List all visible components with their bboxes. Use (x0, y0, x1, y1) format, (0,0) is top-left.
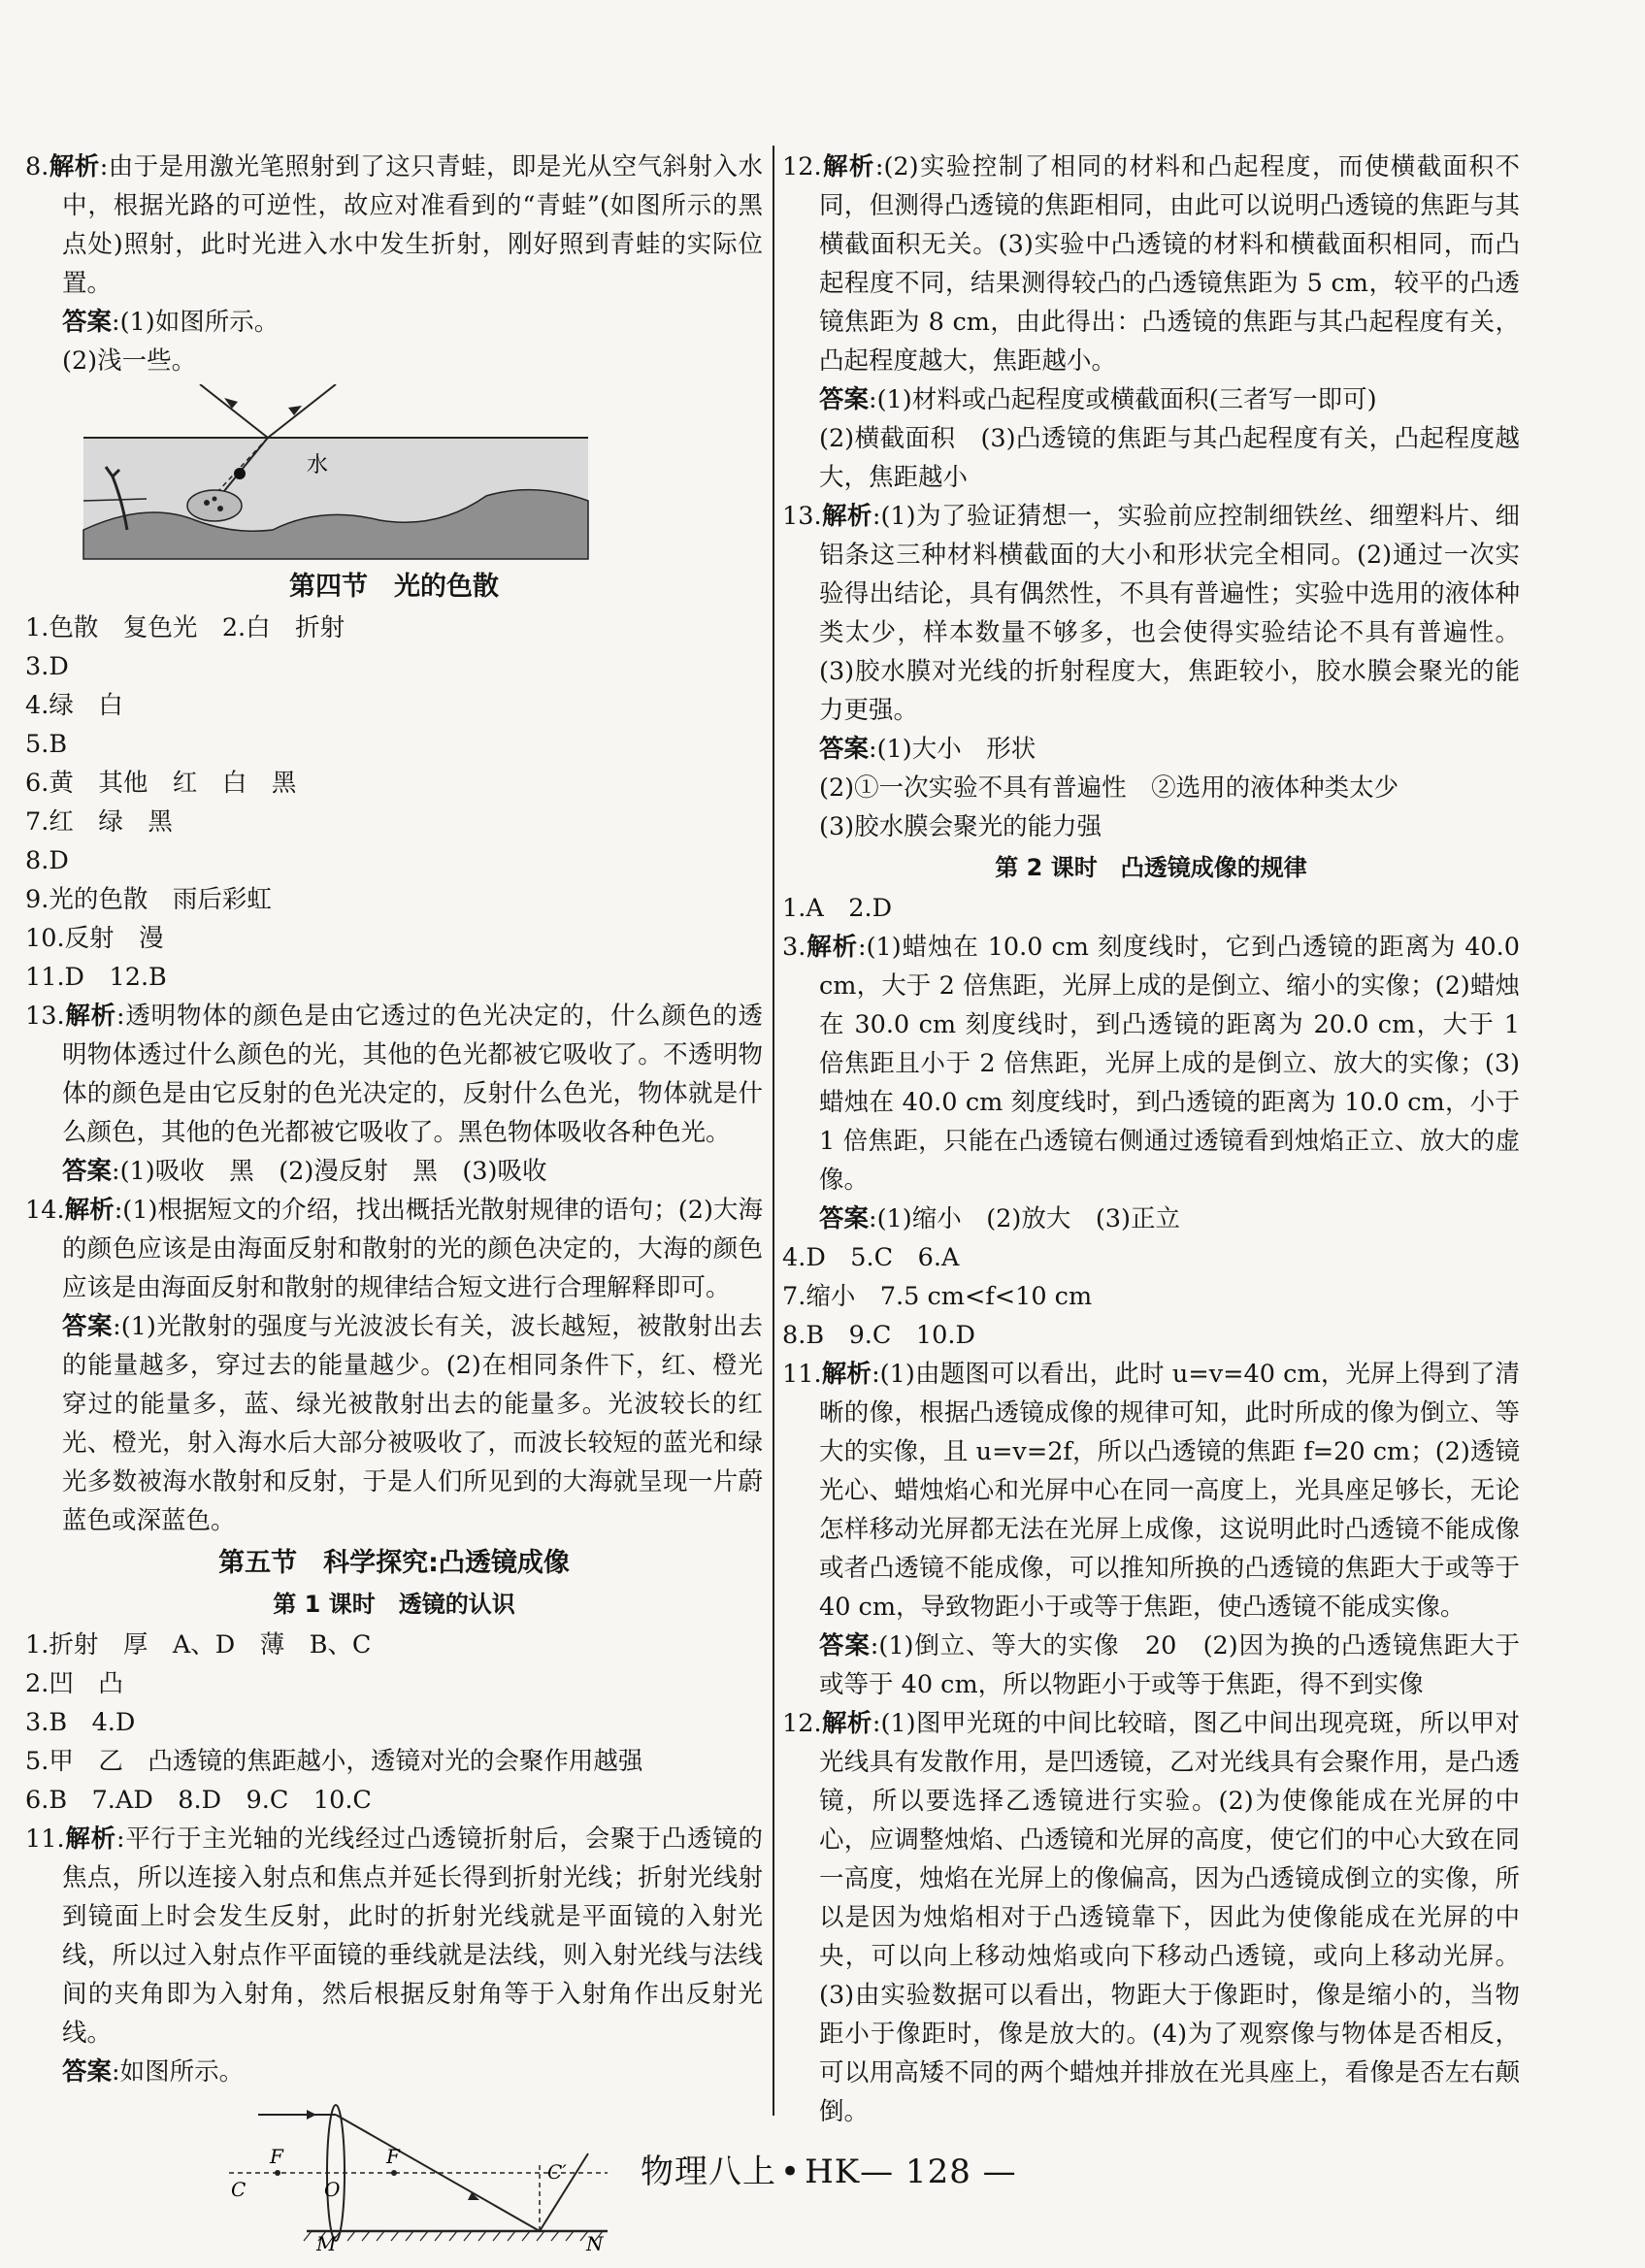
focus-label-left: F (270, 2145, 283, 2168)
left-q13-answer: 答案:(1)吸收 黑 (2)漫反射 黑 (3)吸收 (62, 1157, 547, 1186)
water-label: 水 (307, 453, 329, 477)
right-q13-answer-2: (2)①一次实验不具有普遍性 ②选用的液体种类太少 (819, 773, 1399, 803)
footer-dot: • (780, 2153, 802, 2191)
lesson1-item: 5.甲 乙 凸透镜的焦距越小，透镜对光的会聚作用越强 (25, 1747, 643, 1776)
lens-mirror-diagram (219, 2095, 666, 2251)
focus-label-right: F (386, 2145, 400, 2168)
left-q11-answer: 答案:如图所示。 (62, 2057, 245, 2087)
sec4-item: 3.D (25, 652, 69, 681)
sec4-item: 8.D (25, 846, 69, 875)
right-q11: 11.解析:(1)由题图可以看出，此时 u=v=40 cm，光屏上得到了清晰的像，根据凸透镜成像的规律可知，此时所成的像为倒立、等大的实像，且 u=v=2f，所以凸透镜的焦距 f=20 cm；(2)透镜光心、蜡烛焰心和光屏中心在同一高度上，光具座足够长，无论怎样移动光屏都无法在光屏上成像，这说明此时凸透镜不能成像或者凸透镜不能成像，可以推知所换的凸透镜的焦距大于或等于 40 cm，导致物距小于或等于焦距，使凸透镜不能成实像。 (782, 1360, 1520, 1622)
sec4-item: 7.红 绿 黑 (25, 807, 173, 837)
left-q8: 8.解析:由于是用激光笔照射到了这只青蛙，即是光从空气斜射入水中，根据光路的可逆性，故应对准看到的“青蛙”(如图所示的黑点处)照射，此时光进入水中发生折射，刚好照到青蛙的实际位置。 (25, 152, 763, 298)
section-5-title: 第五节 科学探究:凸透镜成像 (218, 1548, 570, 1578)
left-column (25, 148, 763, 2254)
left-q8-answer-2: (2)浅一些。 (62, 346, 197, 376)
mirror-n-label: N (586, 2232, 604, 2251)
right-q12-answer: 答案:(1)材料或凸起程度或横截面积(三者写一即可) (819, 385, 1377, 414)
sec4-item: 10.反射 漫 (25, 924, 164, 953)
lesson1-item: 1.折射 厚 A、D 薄 B、C (25, 1630, 372, 1660)
left-q8-answer: 答案:(1)如图所示。 (62, 308, 280, 337)
lesson1-item: 3.B 4.D (25, 1708, 136, 1737)
point-c-label: C (231, 2178, 247, 2201)
point-c-prime-label: C′ (547, 2160, 567, 2184)
lesson-1-title: 第 1 课时 透镜的认识 (273, 1591, 515, 1618)
lesson1-item: 6.B 7.AD 8.D 9.C 10.C (25, 1786, 372, 1815)
sec4-item: 5.B (25, 730, 68, 759)
left-q13: 13.解析:透明物体的颜色是由它透过的色光决定的，什么颜色的透明物体透过什么颜色的光，其他的色光都被它吸收了。不透明物体的颜色是由它反射的色光决定的，反射什么色光，物体就是什么颜色，其他的色光都被它吸收了。黑色物体吸收各种色光。 (25, 1002, 763, 1147)
page-footer (641, 2145, 1017, 2192)
lesson2-item: 8.B 9.C 10.D (782, 1321, 975, 1350)
right-q3-answer: 答案:(1)缩小 (2)放大 (3)正立 (819, 1204, 1180, 1233)
right-q13-answer: 答案:(1)大小 形状 (819, 735, 1036, 764)
footer-page-number: — 128 — (860, 2153, 1017, 2191)
sec4-item: 4.绿 白 (25, 691, 123, 720)
lesson2-item: 1.A 2.D (782, 894, 893, 923)
right-q12-answer-2: (2)横截面积 (3)凸透镜的焦距与其凸起程度有关，凸起程度越大，焦距越小 (819, 424, 1520, 492)
sec4-item: 6.黄 其他 红 白 黑 (25, 769, 297, 798)
sec4-item: 9.光的色散 雨后彩虹 (25, 885, 272, 914)
footer-subject: 物理八上 (641, 2153, 776, 2191)
right-q3: 3.解析:(1)蜡烛在 10.0 cm 刻度线时，它到凸透镜的距离为 40.0 cm，大于 2 倍焦距，光屏上成的是倒立、缩小的实像；(2)蜡烛在 30.0 cm 刻度线时，到凸透镜的距离为 20.0 cm，大于 1 倍焦距且小于 2 倍焦距，光屏上成的是倒立、放大的实像；(3)蜡烛在 40.0 cm 刻度线时，到凸透镜的距离为 10.0 cm，小于 1 倍焦距，只能在凸透镜右侧通过透镜看到烛焰正立、放大的虚像。 (782, 933, 1520, 1195)
right-q12b: 12.解析:(1)图甲光斑的中间比较暗，图乙中间出现亮斑，所以甲对光线具有发散作用，是凹透镜，乙对光线具有会聚作用，是凸透镜，所以要选择乙透镜进行实验。(2)为使像能成在光屏的中心，应调整烛焰、凸透镜和光屏的高度，使它们的中心大致在同一高度，烛焰在光屏上的像偏高，因为凸透镜成倒立的实像，所以是因为烛焰相对于凸透镜靠下，因此为使像能成在光屏的中央，可以向上移动烛焰或向下移动凸透镜，或向上移动光屏。(3)由实验数据可以看出，物距大于像距时，像是缩小的，当物距小于像距时，像是放大的。(4)为了观察像与物体是否相反，可以用高矮不同的两个蜡烛并排放在光具座上，看像是否左右颠倒。 (782, 1709, 1520, 2126)
sec4-item: 1.色散 复色光 2.白 折射 (25, 613, 345, 642)
lesson2-item: 4.D 5.C 6.A (782, 1243, 960, 1272)
section-4-title: 第四节 光的色散 (289, 572, 499, 602)
lesson-2-title: 第 2 课时 凸透镜成像的规律 (995, 854, 1307, 881)
left-q14: 14.解析:(1)根据短文的介绍，找出概括光散射规律的语句；(2)大海的颜色应该是由海面反射和散射的光的颜色决定的，大海的颜色应该是由海面反射和散射的规律结合短文进行合理解释即可。 (25, 1196, 763, 1302)
right-q12: 12.解析:(2)实验控制了相同的材料和凸起程度，而使横截面积不同，但测得凸透镜的焦距相同，由此可以说明凸透镜的焦距与其横截面积无关。(3)实验中凸透镜的材料和横截面积相同，而凸起程度不同，结果测得较凸的凸透镜焦距为 5 cm，较平的凸透镜焦距为 8 cm，由此得出：凸透镜的焦距与其凸起程度有关，凸起程度越大，焦距越小。 (782, 152, 1520, 376)
right-q13: 13.解析:(1)为了验证猜想一，实验前应控制细铁丝、细塑料片、细铝条这三种材料横截面的大小和形状完全相同。(2)通过一次实验得出结论，具有偶然性，不具有普遍性；实验中选用的液体种类太少，样本数量不够多，也会使得实验结论不具有普遍性。(3)胶水膜对光线的折射程度大，焦距较小，胶水膜会聚光的能力更强。 (782, 502, 1520, 725)
lesson1-item: 2.凹 凸 (25, 1669, 123, 1698)
optical-center-label: O (324, 2178, 341, 2201)
right-q13-answer-3: (3)胶水膜会聚光的能力强 (819, 812, 1102, 841)
mirror-m-label: M (316, 2232, 337, 2251)
column-divider (773, 146, 774, 2116)
footer-edition: HK (805, 2153, 861, 2191)
frog-refraction-diagram (69, 384, 612, 564)
left-q11: 11.解析:平行于主光轴的光线经过凸透镜折射后，会聚于凸透镜的焦点，所以连接入射点和焦点并延长得到折射光线；折射光线射到镜面上时会发生反射，此时的折射光线就是平面镜的入射光线，所以过入射点作平面镜的垂线就是法线，则入射光线与法线间的夹角即为入射角，然后根据反射角等于入射角作出反射光线。 (25, 1824, 763, 2048)
lesson2-item: 7.缩小 7.5 cm<f<10 cm (782, 1282, 1093, 1311)
right-column (782, 148, 1520, 2131)
sec4-item: 11.D 12.B (25, 963, 167, 992)
right-q11-answer: 答案:(1)倒立、等大的实像 20 (2)因为换的凸透镜焦距大于或等于 40 cm，所以物距小于或等于焦距，得不到实像 (819, 1631, 1520, 1699)
frog-refraction-figure (25, 384, 763, 564)
left-q14-answer: 答案:(1)光散射的强度与光波波长有关，波长越短，被散射出去的能量越多，穿过去的能量越少。(2)在相同条件下，红、橙光穿过的能量多，蓝、绿光被散射出去的能量多。光波较长的红光、橙光，射入海水后大部分被吸收了，而波长较短的蓝光和绿光多数被海水散射和反射，于是人们所见到的大海就呈现一片蔚蓝色或深蓝色。 (62, 1312, 763, 1535)
